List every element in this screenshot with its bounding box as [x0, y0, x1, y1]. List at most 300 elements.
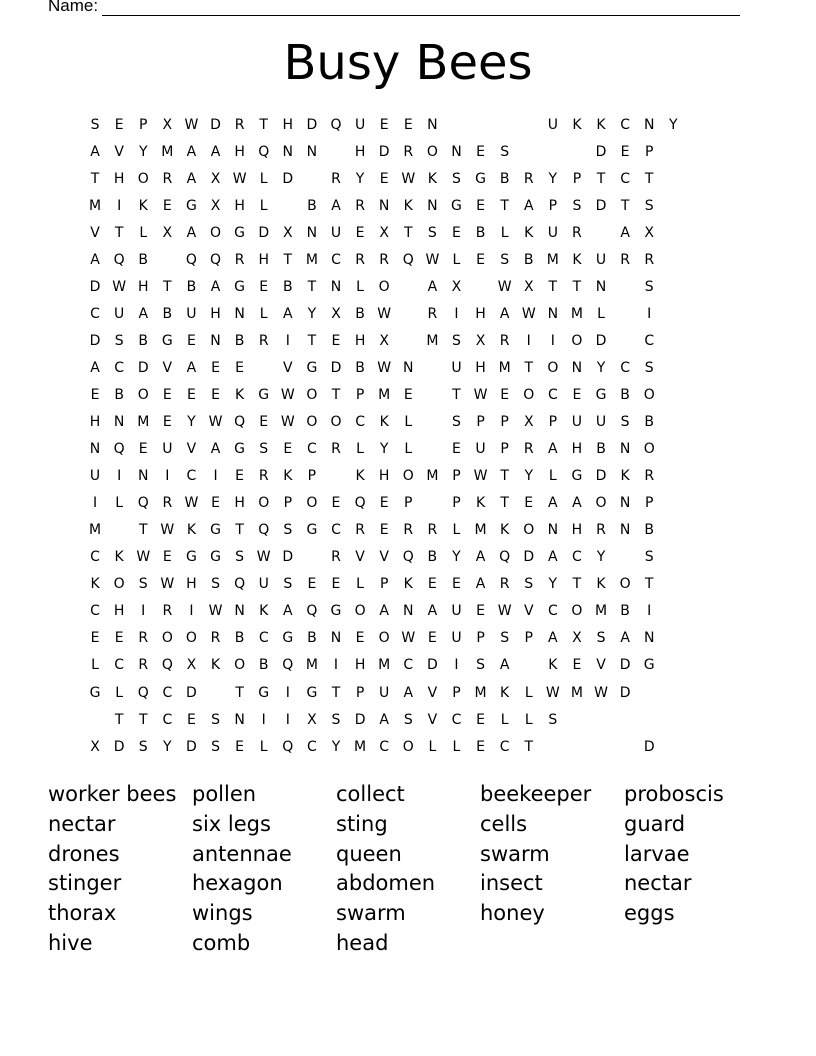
word-list-item: head: [336, 930, 389, 955]
grid-letter: [541, 144, 565, 160]
grid-letter: A: [186, 143, 197, 160]
grid-letter: C: [162, 684, 173, 701]
grid-letter: Y: [307, 305, 317, 322]
grid-letter: N: [330, 278, 342, 295]
grid-letter: X: [210, 170, 221, 187]
grid-letter: E: [235, 468, 245, 485]
grid-letter: V: [596, 657, 606, 674]
grid-letter: T: [403, 224, 413, 241]
grid-letter: K: [596, 576, 606, 593]
grid-letter: P: [476, 414, 485, 431]
grid-letter: N: [137, 468, 149, 485]
grid-letter: E: [211, 359, 220, 376]
grid-letter: A: [90, 143, 100, 160]
word-list-item: nectar: [48, 811, 116, 836]
grid-letter: D: [210, 116, 221, 133]
grid-letter: [517, 117, 541, 133]
grid-letter: G: [234, 278, 246, 295]
grid-letter: C: [403, 657, 414, 674]
grid-letter: T: [620, 197, 630, 214]
grid-letter: Q: [258, 143, 270, 160]
grid-letter: A: [572, 495, 582, 512]
grid-letter: H: [282, 116, 294, 133]
grid-letter: B: [186, 278, 197, 295]
grid-letter: D: [306, 116, 318, 133]
grid-letter: E: [114, 116, 124, 133]
grid-letter: [613, 712, 637, 728]
grid-letter: W: [594, 684, 608, 701]
grid-letter: A: [283, 603, 293, 620]
word-list-item: beekeeper: [480, 782, 592, 806]
grid-letter: E: [259, 414, 269, 431]
grid-letter: U: [451, 359, 462, 376]
grid-letter: [613, 333, 637, 349]
grid-letter: T: [572, 278, 582, 295]
grid-letter: O: [378, 630, 390, 647]
grid-letter: H: [354, 332, 366, 349]
grid-letter: E: [355, 224, 365, 241]
grid-letter: S: [211, 711, 220, 728]
grid-letter: M: [354, 738, 367, 755]
grid-letter: Q: [282, 738, 294, 755]
word-list-item: honey: [480, 901, 545, 926]
word-list-item: drones: [48, 841, 120, 866]
grid-row: [83, 381, 685, 408]
grid-letter: [469, 279, 493, 295]
grid-letter: B: [620, 603, 630, 620]
grid-letter: [420, 441, 444, 457]
word-list-item: antennae: [192, 841, 292, 866]
grid-letter: O: [571, 603, 583, 620]
grid-letter: [493, 117, 517, 133]
grid-letter: Q: [210, 251, 222, 268]
grid-letter: M: [570, 305, 583, 322]
grid-letter: T: [138, 711, 148, 728]
grid-letter: W: [160, 522, 175, 539]
grid-letter: W: [377, 305, 392, 322]
grid-letter: N: [234, 603, 245, 620]
grid-letter: I: [92, 495, 98, 512]
grid-letter: O: [643, 441, 655, 458]
letter-grid: [83, 111, 685, 760]
grid-letter: A: [210, 278, 221, 295]
grid-letter: S: [452, 170, 461, 187]
grid-letter: S: [548, 711, 558, 728]
grid-letter: E: [307, 576, 317, 593]
grid-letter: I: [141, 603, 146, 620]
word-list-item: pollen: [192, 782, 257, 806]
grid-letter: O: [402, 468, 414, 485]
grid-letter: H: [475, 305, 486, 322]
grid-letter: O: [595, 495, 607, 512]
grid-letter: Q: [137, 495, 149, 512]
grid-letter: N: [619, 522, 631, 539]
grid-letter: C: [644, 332, 655, 349]
grid-letter: P: [139, 116, 148, 133]
grid-letter: N: [89, 441, 101, 458]
grid-letter: [444, 117, 468, 133]
grid-letter: G: [571, 468, 583, 485]
grid-letter: M: [426, 332, 439, 349]
grid-letter: W: [232, 170, 247, 187]
grid-letter: D: [186, 738, 197, 755]
grid-letter: E: [403, 386, 413, 403]
grid-letter: M: [305, 657, 318, 674]
word-list-item: swarm: [480, 841, 550, 866]
grid-letter: I: [285, 332, 290, 349]
grid-letter: Y: [548, 170, 558, 187]
grid-letter: A: [499, 305, 510, 322]
grid-letter: Q: [282, 657, 294, 674]
grid-letter: R: [258, 332, 269, 349]
grid-letter: V: [379, 549, 389, 566]
grid-letter: N: [427, 116, 438, 133]
grid-row: [83, 706, 685, 733]
grid-letter: S: [572, 197, 582, 214]
grid-letter: D: [186, 684, 197, 701]
grid-letter: A: [186, 359, 197, 376]
grid-letter: O: [137, 170, 149, 187]
grid-row: [83, 733, 685, 760]
word-list-item: hive: [48, 930, 93, 955]
grid-letter: L: [356, 278, 364, 295]
grid-letter: I: [454, 305, 459, 322]
grid-letter: E: [620, 143, 630, 160]
grid-letter: E: [355, 630, 365, 647]
grid-letter: X: [572, 630, 582, 647]
grid-letter: N: [571, 359, 583, 376]
grid-letter: D: [258, 224, 270, 241]
grid-letter: A: [403, 684, 414, 701]
grid-letter: P: [524, 630, 533, 647]
grid-letter: B: [234, 332, 245, 349]
grid-letter: D: [426, 657, 438, 674]
grid-letter: E: [476, 197, 485, 214]
grid-letter: W: [473, 468, 488, 485]
grid-letter: V: [186, 441, 197, 458]
grid-letter: M: [137, 414, 150, 431]
grid-letter: D: [282, 170, 294, 187]
grid-letter: S: [500, 143, 510, 160]
grid-letter: G: [258, 386, 270, 403]
grid-letter: N: [619, 441, 631, 458]
word-list-item: thorax: [48, 901, 117, 926]
grid-row: [83, 273, 685, 300]
grid-letter: W: [497, 278, 512, 295]
grid-letter: O: [354, 603, 366, 620]
grid-letter: L: [356, 441, 364, 458]
grid-letter: E: [476, 603, 485, 620]
grid-letter: S: [476, 657, 485, 674]
grid-letter: [589, 225, 613, 241]
grid-letter: W: [545, 684, 560, 701]
grid-letter: B: [138, 332, 149, 349]
grid-letter: G: [330, 603, 342, 620]
grid-letter: D: [595, 468, 607, 485]
grid-letter: N: [403, 359, 414, 376]
grid-letter: G: [210, 549, 221, 566]
grid-letter: R: [331, 170, 341, 187]
grid-letter: N: [547, 305, 559, 322]
grid-letter: M: [89, 197, 102, 214]
grid-row: [83, 192, 685, 219]
grid-letter: S: [403, 711, 413, 728]
grid-letter: T: [307, 332, 317, 349]
grid-letter: P: [548, 197, 558, 214]
grid-letter: X: [210, 197, 221, 214]
grid-letter: R: [523, 170, 534, 187]
grid-letter: B: [499, 170, 510, 187]
grid-letter: X: [307, 711, 317, 728]
grid-letter: B: [620, 386, 630, 403]
grid-letter: X: [162, 224, 173, 241]
grid-row: [83, 138, 685, 165]
grid-letter: Y: [524, 468, 534, 485]
grid-letter: X: [162, 116, 173, 133]
grid-letter: H: [234, 197, 245, 214]
word-list-item: [480, 929, 624, 959]
grid-letter: [517, 657, 541, 673]
grid-letter: K: [210, 657, 221, 674]
grid-letter: B: [644, 522, 654, 539]
grid-letter: H: [210, 305, 221, 322]
grid-letter: [420, 414, 444, 430]
grid-letter: P: [379, 576, 389, 593]
grid-letter: [637, 685, 661, 701]
grid-letter: [324, 468, 348, 484]
grid-letter: T: [331, 684, 341, 701]
grid-letter: D: [89, 278, 101, 295]
grid-letter: A: [427, 603, 438, 620]
grid-letter: S: [452, 332, 461, 349]
grid-letter: P: [307, 468, 317, 485]
grid-row: [83, 300, 685, 327]
grid-letter: D: [330, 359, 342, 376]
grid-letter: S: [331, 711, 341, 728]
grid-letter: E: [331, 576, 341, 593]
grid-letter: V: [355, 549, 365, 566]
grid-letter: A: [210, 441, 221, 458]
grid-row: [83, 165, 685, 192]
grid-letter: T: [90, 170, 100, 187]
grid-letter: X: [451, 278, 462, 295]
grid-letter: P: [355, 386, 365, 403]
grid-letter: [589, 739, 613, 755]
grid-letter: [637, 712, 661, 728]
grid-letter: K: [403, 197, 413, 214]
word-list-item: abdomen: [336, 871, 436, 896]
grid-letter: Q: [234, 414, 246, 431]
grid-letter: A: [186, 170, 197, 187]
grid-letter: H: [234, 143, 245, 160]
grid-row: [83, 436, 685, 463]
grid-letter: N: [427, 197, 438, 214]
grid-row: [83, 625, 685, 652]
grid-letter: E: [572, 657, 582, 674]
name-line: [48, 0, 740, 16]
grid-letter: D: [354, 711, 366, 728]
grid-letter: D: [523, 549, 535, 566]
grid-letter: N: [234, 711, 245, 728]
grid-letter: D: [89, 332, 101, 349]
grid-letter: N: [306, 143, 318, 160]
grid-letter: L: [115, 684, 124, 701]
grid-letter: R: [620, 251, 630, 268]
grid-row: [83, 652, 685, 679]
grid-letter: G: [161, 332, 173, 349]
grid-letter: W: [208, 414, 223, 431]
grid-letter: A: [620, 224, 630, 241]
grid-letter: I: [117, 197, 122, 214]
grid-letter: U: [162, 441, 173, 458]
grid-letter: U: [475, 441, 486, 458]
grid-row: [83, 327, 685, 354]
grid-letter: Y: [331, 738, 341, 755]
grid-letter: Q: [113, 251, 125, 268]
grid-letter: E: [452, 576, 461, 593]
grid-letter: N: [210, 332, 221, 349]
grid-letter: Y: [355, 170, 365, 187]
grid-letter: C: [90, 549, 100, 566]
grid-letter: R: [427, 522, 438, 539]
grid-letter: S: [283, 522, 293, 539]
grid-letter: U: [354, 116, 366, 133]
grid-letter: U: [114, 305, 125, 322]
grid-letter: K: [500, 684, 510, 701]
grid-letter: H: [354, 143, 366, 160]
grid-letter: C: [620, 116, 630, 133]
grid-letter: R: [210, 630, 221, 647]
grid-letter: T: [283, 251, 293, 268]
grid-letter: I: [647, 305, 652, 322]
grid-letter: T: [452, 386, 461, 403]
grid-letter: G: [306, 522, 318, 539]
puzzle-title: Busy Bees: [283, 35, 533, 91]
grid-letter: R: [355, 197, 365, 214]
grid-letter: [589, 712, 613, 728]
grid-letter: L: [452, 738, 461, 755]
grid-letter: G: [185, 197, 197, 214]
grid-letter: C: [355, 414, 365, 431]
grid-letter: U: [451, 630, 462, 647]
grid-letter: L: [356, 576, 364, 593]
grid-letter: U: [595, 414, 607, 431]
grid-letter: K: [620, 468, 630, 485]
grid-letter: L: [500, 711, 509, 728]
grid-letter: C: [258, 630, 269, 647]
grid-letter: Y: [452, 549, 461, 566]
grid-letter: S: [500, 630, 510, 647]
grid-letter: N: [619, 495, 631, 512]
grid-letter: R: [234, 116, 245, 133]
grid-row: [83, 517, 685, 544]
grid-letter: Y: [379, 441, 389, 458]
grid-letter: G: [234, 224, 246, 241]
grid-letter: G: [282, 630, 294, 647]
grid-letter: K: [90, 576, 100, 593]
grid-letter: T: [307, 278, 317, 295]
grid-letter: I: [454, 657, 459, 674]
grid-letter: G: [258, 684, 270, 701]
grid-letter: S: [620, 414, 630, 431]
grid-letter: A: [90, 251, 100, 268]
grid-letter: N: [113, 414, 125, 431]
grid-letter: B: [162, 305, 173, 322]
grid-letter: K: [186, 522, 197, 539]
grid-letter: V: [427, 684, 438, 701]
grid-letter: I: [117, 468, 122, 485]
grid-letter: O: [547, 359, 559, 376]
grid-letter: [541, 739, 565, 755]
word-list-item: eggs: [624, 901, 675, 926]
grid-letter: O: [306, 414, 318, 431]
grid-letter: P: [500, 441, 509, 458]
word-list-item: larvae: [624, 841, 690, 866]
grid-letter: E: [500, 386, 510, 403]
grid-letter: [107, 522, 131, 538]
grid-letter: G: [643, 657, 655, 674]
grid-letter: D: [619, 684, 631, 701]
grid-letter: Q: [354, 495, 366, 512]
grid-row: [83, 409, 685, 436]
grid-letter: L: [500, 224, 509, 241]
grid-letter: R: [234, 251, 245, 268]
grid-letter: D: [643, 738, 655, 755]
word-list-item: queen: [336, 841, 402, 866]
grid-letter: M: [546, 251, 559, 268]
grid-letter: Q: [161, 657, 173, 674]
grid-letter: K: [379, 414, 389, 431]
grid-letter: O: [402, 738, 414, 755]
grid-letter: K: [259, 603, 269, 620]
grid-letter: X: [379, 224, 389, 241]
grid-letter: B: [644, 414, 654, 431]
grid-letter: L: [452, 522, 461, 539]
grid-letter: [517, 144, 541, 160]
grid-letter: R: [403, 143, 414, 160]
grid-letter: K: [524, 224, 534, 241]
grid-letter: E: [476, 738, 485, 755]
grid-letter: B: [234, 630, 245, 647]
grid-letter: S: [90, 116, 100, 133]
grid-letter: T: [644, 170, 654, 187]
grid-letter: S: [596, 630, 606, 647]
grid-letter: D: [595, 332, 607, 349]
grid-letter: E: [259, 278, 269, 295]
grid-letter: U: [547, 224, 558, 241]
word-list-item: hexagon: [192, 871, 283, 896]
grid-letter: I: [550, 332, 555, 349]
grid-letter: M: [426, 468, 439, 485]
grid-letter: I: [165, 468, 170, 485]
grid-letter: M: [474, 522, 487, 539]
grid-letter: I: [647, 603, 652, 620]
grid-letter: I: [261, 711, 266, 728]
grid-letter: Y: [138, 143, 148, 160]
grid-letter: L: [524, 711, 533, 728]
grid-letter: [203, 685, 227, 701]
grid-letter: K: [235, 386, 245, 403]
grid-letter: [252, 360, 276, 376]
grid-row: [83, 490, 685, 517]
grid-letter: H: [258, 251, 269, 268]
grid-row: [83, 679, 685, 706]
grid-letter: N: [306, 224, 318, 241]
grid-letter: R: [162, 495, 173, 512]
grid-letter: T: [596, 170, 606, 187]
word-list-item: six legs: [192, 811, 271, 836]
grid-letter: C: [186, 468, 197, 485]
